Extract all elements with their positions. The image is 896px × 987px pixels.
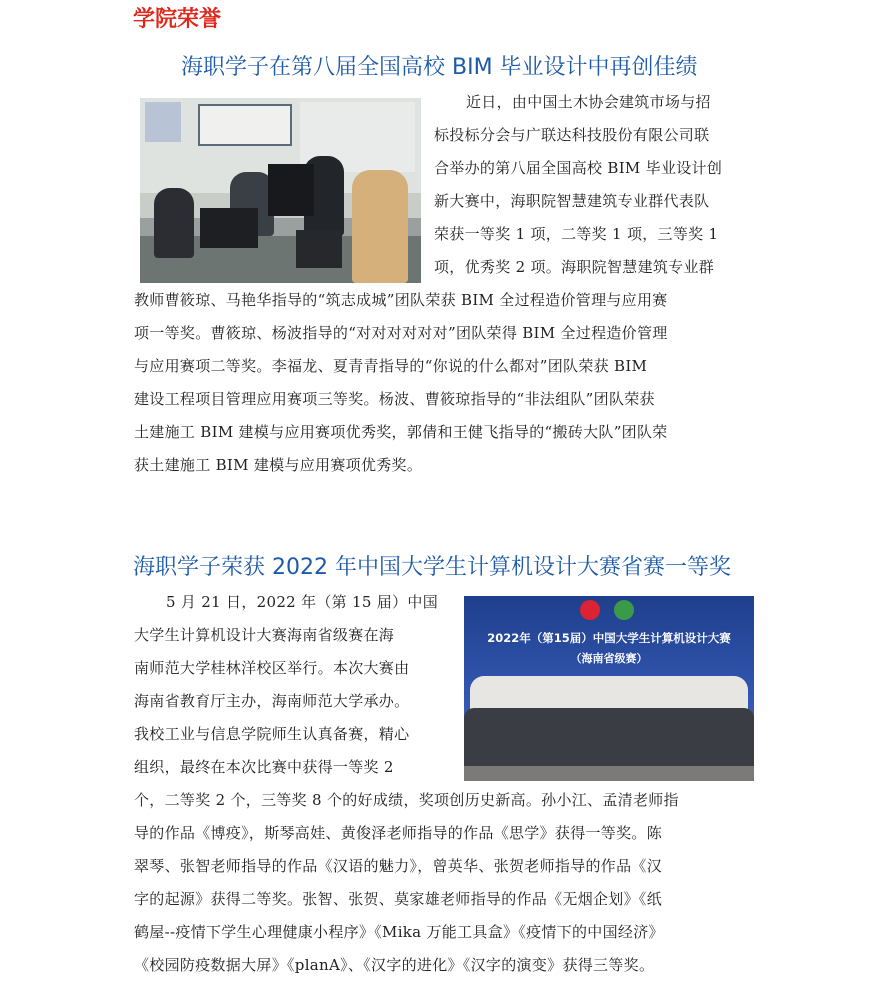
article1-title: 海职学子在第八届全国高校 BIM 毕业设计中再创佳绩 [181,55,698,80]
text-line: 获土建施工 BIM 建模与应用赛项优秀奖。 [134,456,423,474]
photo-banner-subtitle: （海南省级赛） [570,652,648,665]
text-line: 《校园防疫数据大屏》《planA》、《汉字的进化》《汉字的演变》获得三等奖。 [134,956,655,974]
article1-body-beside [434,86,760,284]
photo-floor [464,766,754,781]
text-line: 与应用赛项二等奖。李福龙、夏青青指导的“你说的什么都对”团队荣获 BIM [134,357,648,375]
photo-monitor-2 [268,164,314,216]
photo-person-4 [352,170,408,283]
text-line: 组织，最终在本次比赛中获得一等奖 2 [134,758,394,776]
article2-body-beside [134,586,450,784]
photo-banner-title: 2022年（第15届）中国大学生计算机设计大赛 [487,631,731,645]
text-line: 新大赛中，海职院智慧建筑专业群代表队 [434,192,710,210]
photo-monitor-1 [200,208,258,248]
photo-screen [198,104,292,146]
article2-title: 海职学子荣获 2022 年中国大学生计算机设计大赛省赛一等奖 [133,555,731,580]
text-line: 个，二等奖 2 个，三等奖 8 个的好成绩，奖项创历史新高。孙小江、孟清老师指 [134,791,679,809]
text-line: 荣获一等奖 1 项，二等奖 1 项，三等奖 1 [434,225,719,243]
text-line: 南师范大学桂林洋校区举行。本次大赛由 [134,659,410,677]
photo-poster [145,102,181,142]
section-title: 学院荣誉 [133,7,222,32]
text-line: 标投标分会与广联达科技股份有限公司联 [434,126,710,144]
text-line: 项一等奖。曹筱琼、杨波指导的“对对对对对对”团队荣得 BIM 全过程造价管理 [134,324,668,342]
article1-body-full [134,284,760,482]
text-line: 建设工程项目管理应用赛项三等奖。杨波、曹筱琼指导的“非法组队”团队荣获 [134,390,655,408]
text-line: 5 月 21 日，2022 年（第 15 届）中国 [166,593,439,611]
photo-logo-left [580,600,600,620]
text-line: 鹤屋--疫情下学生心理健康小程序》《Mika 万能工具盒》《疫情下的中国经济》 [134,923,664,941]
text-line: 海南省教育厅主办，海南师范大学承办。 [134,692,410,710]
photo-group-front [464,708,754,766]
text-line: 字的起源》获得二等奖。张智、张贺、莫家雄老师指导的作品《无烟企划》《纸 [134,890,663,908]
photo-monitor-3 [296,230,342,268]
article1-photo [140,98,421,283]
text-line: 翠琴、张智老师指导的作品《汉语的魅力》，曾英华、张贺老师指导的作品《汉 [134,857,663,875]
photo-logo-right [614,600,634,620]
article2-photo [464,596,754,781]
photo-person-1 [154,188,194,258]
text-line: 合举办的第八届全国高校 BIM 毕业设计创 [434,159,723,177]
text-line: 我校工业与信息学院师生认真备赛，精心 [134,725,410,743]
text-line: 项，优秀奖 2 项。海职院智慧建筑专业群 [434,258,715,276]
text-line: 近日，由中国土木协会建筑市场与招 [466,93,711,111]
text-line: 导的作品《博疫》，斯琴高娃、黄俊泽老师指导的作品《思学》获得一等奖。陈 [134,824,663,842]
text-line: 大学生计算机设计大赛海南省级赛在海 [134,626,395,644]
text-line: 土建施工 BIM 建模与应用赛项优秀奖，郭倩和王健飞指导的“搬砖大队”团队荣 [134,423,668,441]
article2-body-full [134,784,760,982]
text-line: 教师曹筱琼、马艳华指导的“筑志成城”团队荣获 BIM 全过程造价管理与应用赛 [134,291,668,309]
